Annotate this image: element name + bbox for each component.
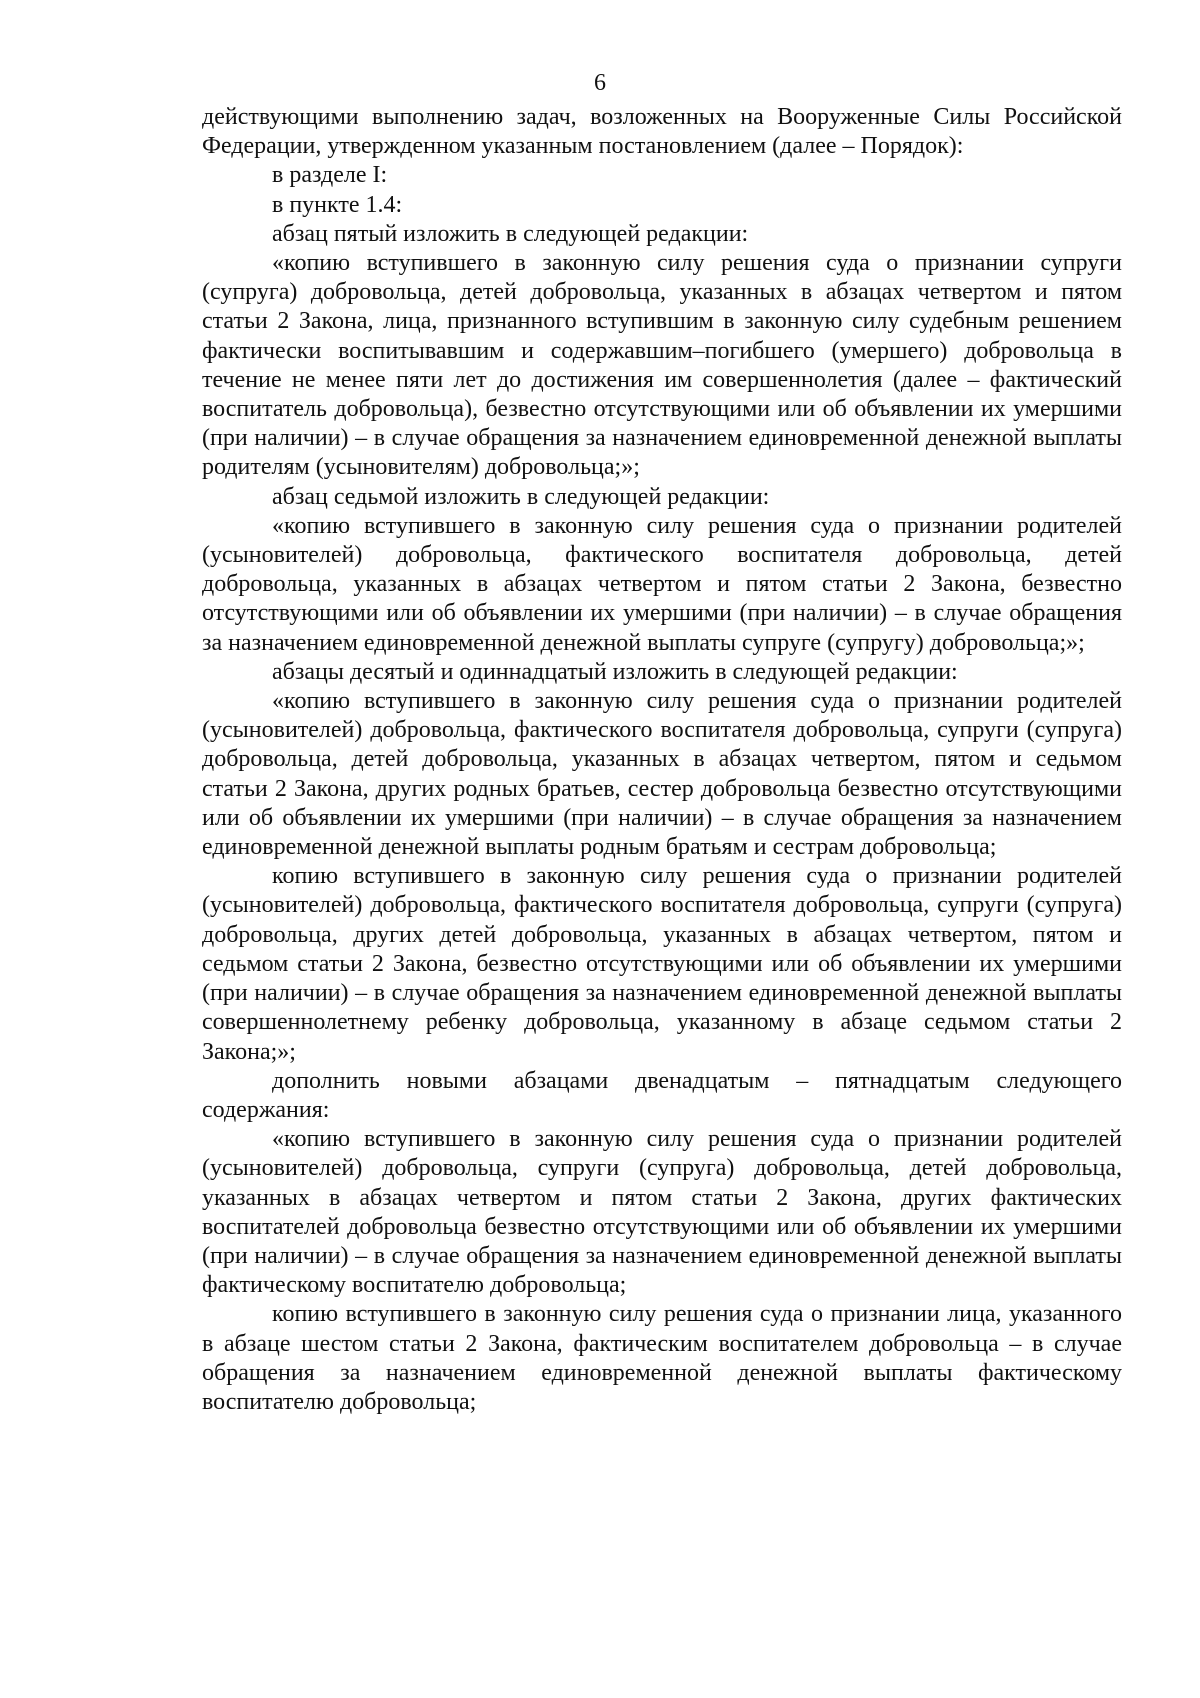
- paragraph: «копию вступившего в законную силу решения суда о признании родителей (усыновителей) добровольца, супруги (супруга) добровольца, детей добровольца, указанных в абзацах четвертом и пятом статьи 2 Закона, других фактических воспитателей добровольца безвестно отсутствующими или об объявлении их умершими (при наличии) – в случае обращения за назначением единовременной денежной выплаты фактическому воспитателю добровольца;: [202, 1126, 1122, 1299]
- paragraph: в разделе I:: [272, 162, 388, 189]
- paragraph: абзац седьмой изложить в следующей редакции:: [272, 483, 770, 510]
- paragraph: в пункте 1.4:: [272, 191, 403, 218]
- paragraph: «копию вступившего в законную силу решения суда о признании супруги (супруга) добровольца, детей добровольца, указанных в абзацах четвертом и пятом статьи 2 Закона, лица, признанного вступившим в законную силу судебным решением фактически воспитывавшим и содержавшим–погибшего (умершего) добровольца в течение не менее пяти лет до достижения им совершеннолетия (далее – фактический воспитатель добровольца), безвестно отсутствующими или об объявлении их умершими (при наличии) – в случае обращения за назначением единовременной денежной выплаты родителям (усыновителям) добровольца;»;: [202, 250, 1122, 481]
- paragraph: дополнить новыми абзацами двенадцатым – пятнадцатым следующего содержания:: [202, 1067, 1122, 1123]
- paragraph: копию вступившего в законную силу решения суда о признании родителей (усыновителей) добровольца, фактического воспитателя добровольца, супруги (супруга) добровольца, других детей добровольца, указанных в абзацах четвертом, пятом и седьмом статьи 2 Закона, безвестно отсутствующими или об объявлении их умершими (при наличии) – в случае обращения за назначением единовременной денежной выплаты совершеннолетнему ребенку добровольца, указанному в абзаце седьмом статьи 2 Закона;»;: [202, 863, 1122, 1065]
- paragraph: абзацы десятый и одиннадцатый изложить в следующей редакции:: [272, 658, 958, 685]
- page-number: 6: [594, 70, 606, 96]
- paragraph: «копию вступившего в законную силу решения суда о признании родителей (усыновителей) добровольца, фактического воспитателя добровольца, детей добровольца, указанных в абзацах четвертом и пятом статьи 2 Закона, безвестно отсутствующими или об объявлении их умершими (при наличии) – в случае обращения за назначением единовременной денежной выплаты супруге (супругу) добровольца;»;: [202, 512, 1122, 656]
- paragraph: действующими выполнению задач, возложенных на Вооруженные Силы Российской Федерации, утвержденном указанным постановлением (далее – Порядок):: [202, 104, 1122, 160]
- paragraph: копию вступившего в законную силу решения суда о признании лица, указанного в абзаце шестом статьи 2 Закона, фактическим воспитателем добровольца – в случае обращения за назначением единовременной денежной выплаты фактическому воспитателю добровольца;: [202, 1301, 1122, 1415]
- document-body: [202, 103, 1122, 1417]
- paragraph: абзац пятый изложить в следующей редакции:: [272, 220, 749, 247]
- paragraph: «копию вступившего в законную силу решения суда о признании родителей (усыновителей) добровольца, фактического воспитателя добровольца, супруги (супруга) добровольца, детей добровольца, указанных в абзацах четвертом, пятом и седьмом статьи 2 Закона, других родных братьев, сестер добровольца безвестно отсутствующими или об объявлении их умершими (при наличии) – в случае обращения за назначением единовременной денежной выплаты родным братьям и сестрам добровольца;: [202, 688, 1122, 861]
